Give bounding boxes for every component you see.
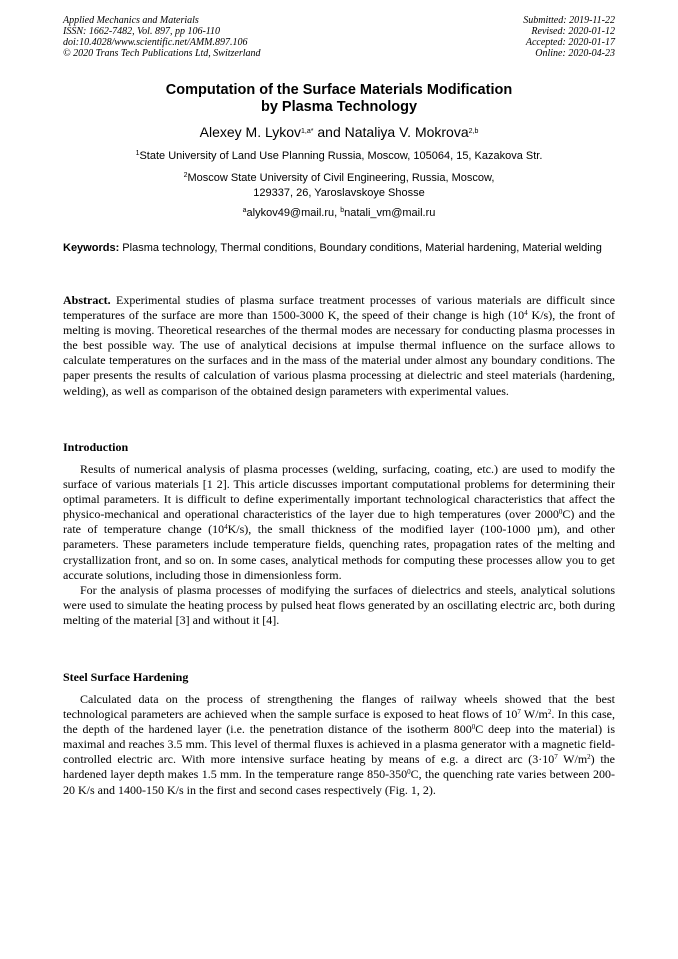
paper-title bbox=[63, 82, 615, 116]
journal-name: Applied Mechanics and Materials bbox=[63, 15, 199, 26]
issn: ISSN: 1662-7482, Vol. 897, pp 106-110 bbox=[63, 26, 221, 37]
keywords bbox=[63, 241, 615, 255]
steel-p1-text-f: ) the hardened layer depth makes 1.5 mm. In the temperature range 850-350 bbox=[63, 752, 616, 782]
introduction-heading: Introduction bbox=[63, 440, 129, 454]
authors-and: and bbox=[313, 124, 345, 140]
copyright: © 2020 Trans Tech Publications Ltd, Switzerland bbox=[63, 48, 261, 59]
intro-p1-text-a: Results of numerical analysis of plasma processes (welding, surfacing, coating, etc.) are used to modify the surface of various materials [1 2]. This article discusses important computational problems for determining their optimal parameters. It is difficult to define experimentally important technological characteristics that affect the physico-mechanical and operational characteristics of the layer due to high temperatures (over 2000 bbox=[63, 462, 615, 522]
online-date: Online: 2020-04-23 bbox=[535, 48, 615, 59]
emails bbox=[63, 206, 615, 221]
steel-hardening-body bbox=[63, 692, 615, 798]
steel-paragraph-1 bbox=[63, 692, 615, 798]
author-2: Nataliya V. Mokrova bbox=[344, 124, 469, 140]
email-a[interactable]: alykov49@mail.ru, bbox=[246, 207, 341, 219]
steel-p1-text-c: . In this case, the depth of the hardened layer (i.e. the penetration distance of the isotherm 800 bbox=[63, 707, 616, 737]
keywords-text: Plasma technology, Thermal conditions, Boundary conditions, Material hardening, Material welding bbox=[119, 242, 602, 254]
affiliation-2-line-2: 129337, 26, Yaroslavskoye Shosse bbox=[253, 187, 425, 199]
steel-p1-sup-2: 2 bbox=[547, 708, 552, 717]
affiliation-1 bbox=[63, 149, 615, 164]
intro-p1-sup-2: 4 bbox=[224, 523, 228, 532]
intro-p1-sup-1: 0 bbox=[558, 508, 563, 517]
dates-info bbox=[523, 15, 615, 59]
accepted-date: Accepted: 2020-01-17 bbox=[525, 37, 615, 48]
abstract-sup-1: 4 bbox=[524, 309, 528, 318]
steel-p1-text-a: Calculated data on the process of strengthening the flanges of railway wheels showed that the best technological parameters are achieved when the sample surface is exposed to heat flows of 10 bbox=[63, 692, 615, 722]
steel-p1-sup-1: 7 bbox=[517, 708, 521, 717]
introduction-paragraph-2: For the analysis of plasma processes of modifying the surfaces of dielectrics and steels, analytical solutions were used to simulate the heating process by pulsed heat flows generated by an oscillating electric arc, both during melting of the material [3] and without it [4]. bbox=[63, 582, 615, 627]
steel-p1-sup-4: 7 bbox=[554, 753, 558, 762]
author-1-affil: 1,a* bbox=[301, 128, 314, 135]
email-b-mark: b bbox=[340, 207, 345, 214]
steel-p1-text-e: W/m bbox=[557, 752, 588, 767]
steel-p1-text-d: C deep into the material) is maximal and reaches 3.5 mm. This level of thermal fluxes is achieved in a plasma generator with a magnetic field-controlled electric arc. With more intensive surface heating by means of e.g. a direct arc (3·10 bbox=[63, 722, 615, 767]
affiliation-2 bbox=[63, 171, 615, 201]
doi: doi:10.4028/www.scientific.net/AMM.897.106 bbox=[63, 37, 248, 48]
author-2-affil: 2,b bbox=[468, 128, 479, 135]
steel-p1-sup-6: 0 bbox=[407, 768, 411, 777]
author-1: Alexey M. Lykov bbox=[199, 124, 302, 140]
affiliation-2-mark: 2 bbox=[183, 172, 188, 179]
title-line-2: by Plasma Technology bbox=[260, 99, 418, 115]
submitted-date: Submitted: 2019-11-22 bbox=[523, 15, 615, 26]
email-b[interactable]: natali_vm@mail.ru bbox=[344, 207, 436, 219]
intro-p1-text-b: C) and the rate of temperature change (10 bbox=[63, 507, 615, 537]
authors bbox=[63, 124, 615, 141]
introduction-paragraph-1 bbox=[63, 462, 615, 583]
steel-p1-sup-3: 0 bbox=[471, 723, 476, 732]
keywords-label: Keywords: bbox=[63, 242, 120, 254]
email-a-mark: a bbox=[242, 207, 247, 214]
abstract-text-1: Experimental studies of plasma surface treatment processes of various materials are difficult since temperatures of the surface are more than 1500-3000 K, the speed of their change is high (10 bbox=[63, 293, 615, 323]
title-line-1: Computation of the Surface Materials Modification bbox=[165, 82, 513, 98]
abstract bbox=[63, 293, 615, 399]
journal-info bbox=[63, 15, 261, 59]
affiliation-1-text: State University of Land Use Planning Russia, Moscow, 105064, 15, Kazakova Str. bbox=[139, 150, 543, 162]
revised-date: Revised: 2020-01-12 bbox=[531, 26, 615, 37]
introduction-body bbox=[63, 462, 615, 628]
abstract-text-2: K/s), the front of melting is moving. Theoretical researches of the thermal modes are necessary for conducting plasma processes in the best possible way. The use of analytical decisions at impulse thermal influence on the surface allows to calculate temperatures on the surfaces and in the mass of the material under almost any boundary conditions. The paper presents the results of calculation of various plasma processing at dielectric and steel materials (hardening, welding), as well as comparison of the obtained design parameters with experimental values. bbox=[63, 308, 615, 398]
steel-p1-text-b: W/m bbox=[520, 707, 548, 722]
steel-p1-sup-5: 2 bbox=[587, 753, 591, 762]
abstract-label: Abstract. bbox=[63, 293, 111, 307]
steel-p1-text-g: C, the quenching rate varies between 200-20 K/s and 1400-150 K/s in the first and second cases respectively (Fig. 1, 2). bbox=[63, 767, 616, 797]
steel-hardening-heading: Steel Surface Hardening bbox=[63, 670, 189, 684]
intro-p1-text-c: K/s), the small thickness of the modified layer (100-1000 µm), and other parameters. These parameters include temperature fields, quenching rates, propagation rates of the melting and crystallization front, and so on. In some cases, analytical methods for computing these processes allow you to get accurate solutions, including those in dimensionless form. bbox=[63, 522, 615, 582]
affiliation-1-mark: 1 bbox=[135, 150, 140, 157]
affiliation-2-line-1: Moscow State University of Civil Engineering, Russia, Moscow, bbox=[187, 172, 495, 184]
